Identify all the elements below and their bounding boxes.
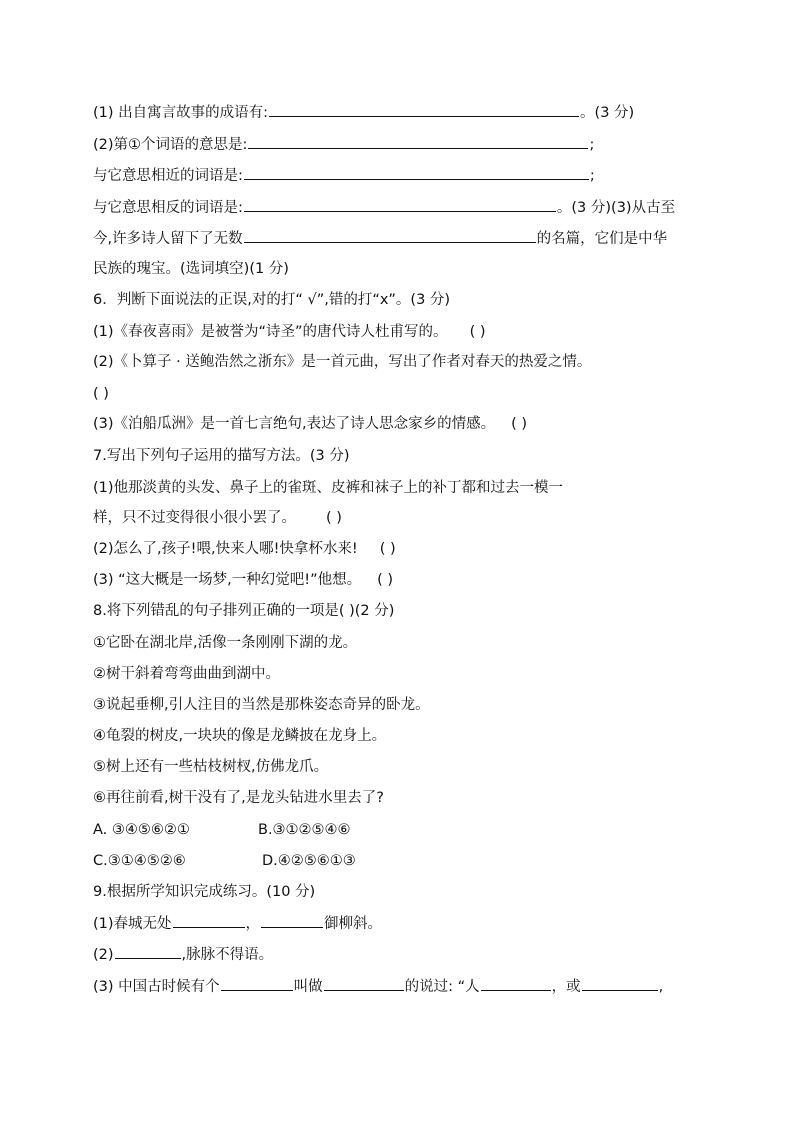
q6-item2: (2)《卜算子 · 送鲍浩然之浙东》是一首元曲，写出了作者对春天的热爱之情。 (93, 354, 592, 370)
q6-item1-text: (1)《春夜喜雨》是被誉为“诗圣”的唐代诗人杜甫写的。 (93, 324, 448, 340)
q7-item1-text: 样，只不过变得很小很小罢了。 (93, 510, 296, 526)
q5-item2 (93, 134, 594, 155)
answer-blank[interactable] (269, 102, 579, 117)
q9-title: 9.根据所学知识完成练习。(10 分) (93, 884, 316, 900)
q5-opposite-text: 与它意思相反的词语是: (93, 200, 243, 216)
q5-opposite-suffix: 。(3 分)(3)从古至 (556, 200, 676, 216)
q9-item1-text: (1)春城无处 (93, 916, 172, 932)
q6-title: 6．判断下面说法的正误,对的打“ √”,错的打“x”。(3 分) (93, 292, 451, 308)
answer-paren[interactable]: ( ) (93, 386, 109, 402)
q8-option-d[interactable]: D.④②⑤⑥①③ (262, 853, 356, 869)
q8-sentence-1: ①它卧在湖北岸,活像一条刚刚下湖的龙。 (93, 635, 358, 651)
q9-item3-text3: 的说过: “人 (404, 979, 480, 995)
q6-item3-text: (3)《泊船瓜洲》是一首七言绝句,表达了诗人思念家乡的情感。 (93, 416, 496, 432)
answer-blank[interactable] (248, 134, 588, 149)
q9-item3-text2: 叫做 (293, 979, 323, 995)
answer-blank[interactable] (221, 976, 293, 991)
q9-item3-end: , (658, 979, 664, 995)
q7-item2-text: (2)怎么了,孩子!喂,快来人哪!快拿杯水来! (93, 541, 358, 557)
q8-sentence-2: ②树干斜着弯弯曲曲到湖中。 (93, 666, 280, 682)
q5-item2-punct: ; (589, 137, 595, 153)
answer-blank[interactable] (261, 913, 323, 928)
q7-item3-text: (3) “这大概是一场梦,一种幻觉吧!”他想。 (93, 572, 362, 588)
q9-item2-text: ,脉脉不得语。 (181, 947, 274, 963)
answer-blank[interactable] (244, 165, 589, 180)
answer-paren[interactable]: ( ) (469, 324, 486, 340)
q7-item1-line2 (93, 508, 342, 528)
q7-item1-line1: (1)他那淡黄的头发、鼻子上的雀斑、皮裤和袜子上的补丁都和过去一模一 (93, 480, 564, 496)
answer-paren[interactable]: ( ) (379, 541, 396, 557)
answer-blank[interactable] (324, 976, 404, 991)
answer-blank[interactable] (481, 976, 551, 991)
answer-blank[interactable] (173, 913, 245, 928)
q8-option-c[interactable]: C.③①④⑤②⑥ (93, 853, 186, 869)
q5-item1-score: 。(3 分) (580, 105, 635, 121)
answer-blank[interactable] (244, 228, 536, 243)
q6-item1 (93, 322, 486, 342)
q9-item1-comma: ， (245, 916, 261, 932)
answer-paren[interactable]: ( ) (326, 510, 342, 526)
q5-item1 (93, 102, 634, 123)
q9-item3 (93, 976, 663, 997)
q6-item3 (93, 414, 527, 434)
q9-item2-num: (2) (93, 947, 114, 963)
q5-item1-text: (1) 出自寓言故事的成语有: (93, 105, 269, 121)
answer-paren[interactable]: ( ) (511, 416, 528, 432)
q5-similar-punct: ; (589, 168, 595, 184)
q7-title: 7.写出下列句子运用的描写方法。(3 分) (93, 448, 350, 464)
q9-item1-end: 御柳斜。 (324, 916, 383, 932)
q9-item3-text: (3) 中国古时候有个 (93, 979, 220, 995)
q8-sentence-6: ⑥再往前看,树干没有了,是龙头钻进水里去了? (93, 790, 384, 806)
q8-option-a[interactable]: A. ③④⑤⑥②① (93, 822, 190, 838)
q8-title: 8.将下列错乱的句子排列正确的一项是( )(2 分) (93, 603, 395, 619)
q5-item3-line1 (93, 228, 667, 249)
q5-item3-suffix: 的名篇，它们是中华 (536, 231, 668, 247)
q9-item3-text4: ，或 (551, 979, 581, 995)
answer-blank[interactable] (244, 197, 556, 212)
q8-sentence-3: ③说起垂柳,引人注目的当然是那株姿态奇异的卧龙。 (93, 697, 430, 713)
answer-paren[interactable]: ( ) (377, 572, 394, 588)
q9-item2 (93, 944, 273, 965)
q5-similar-text: 与它意思相近的词语是: (93, 168, 243, 184)
q5-item3-line2: 民族的瑰宝。(选词填空)(1 分) (93, 261, 289, 277)
q7-item3 (93, 570, 393, 590)
q8-option-b[interactable]: B.③①②⑤④⑥ (258, 822, 351, 838)
q5-item3-text: 今,许多诗人留下了无数 (93, 231, 243, 247)
q9-item1 (93, 913, 382, 934)
q5-opposite (93, 197, 675, 218)
answer-blank[interactable] (115, 944, 181, 959)
q8-sentence-5: ⑤树上还有一些枯枝树杈,仿佛龙爪。 (93, 759, 329, 775)
q5-similar (93, 165, 595, 186)
q8-sentence-4: ④龟裂的树皮,一块块的像是龙鳞披在龙身上。 (93, 728, 387, 744)
answer-blank[interactable] (582, 976, 658, 991)
q5-item2-text: (2)第①个词语的意思是: (93, 137, 248, 153)
q7-item2 (93, 539, 396, 559)
